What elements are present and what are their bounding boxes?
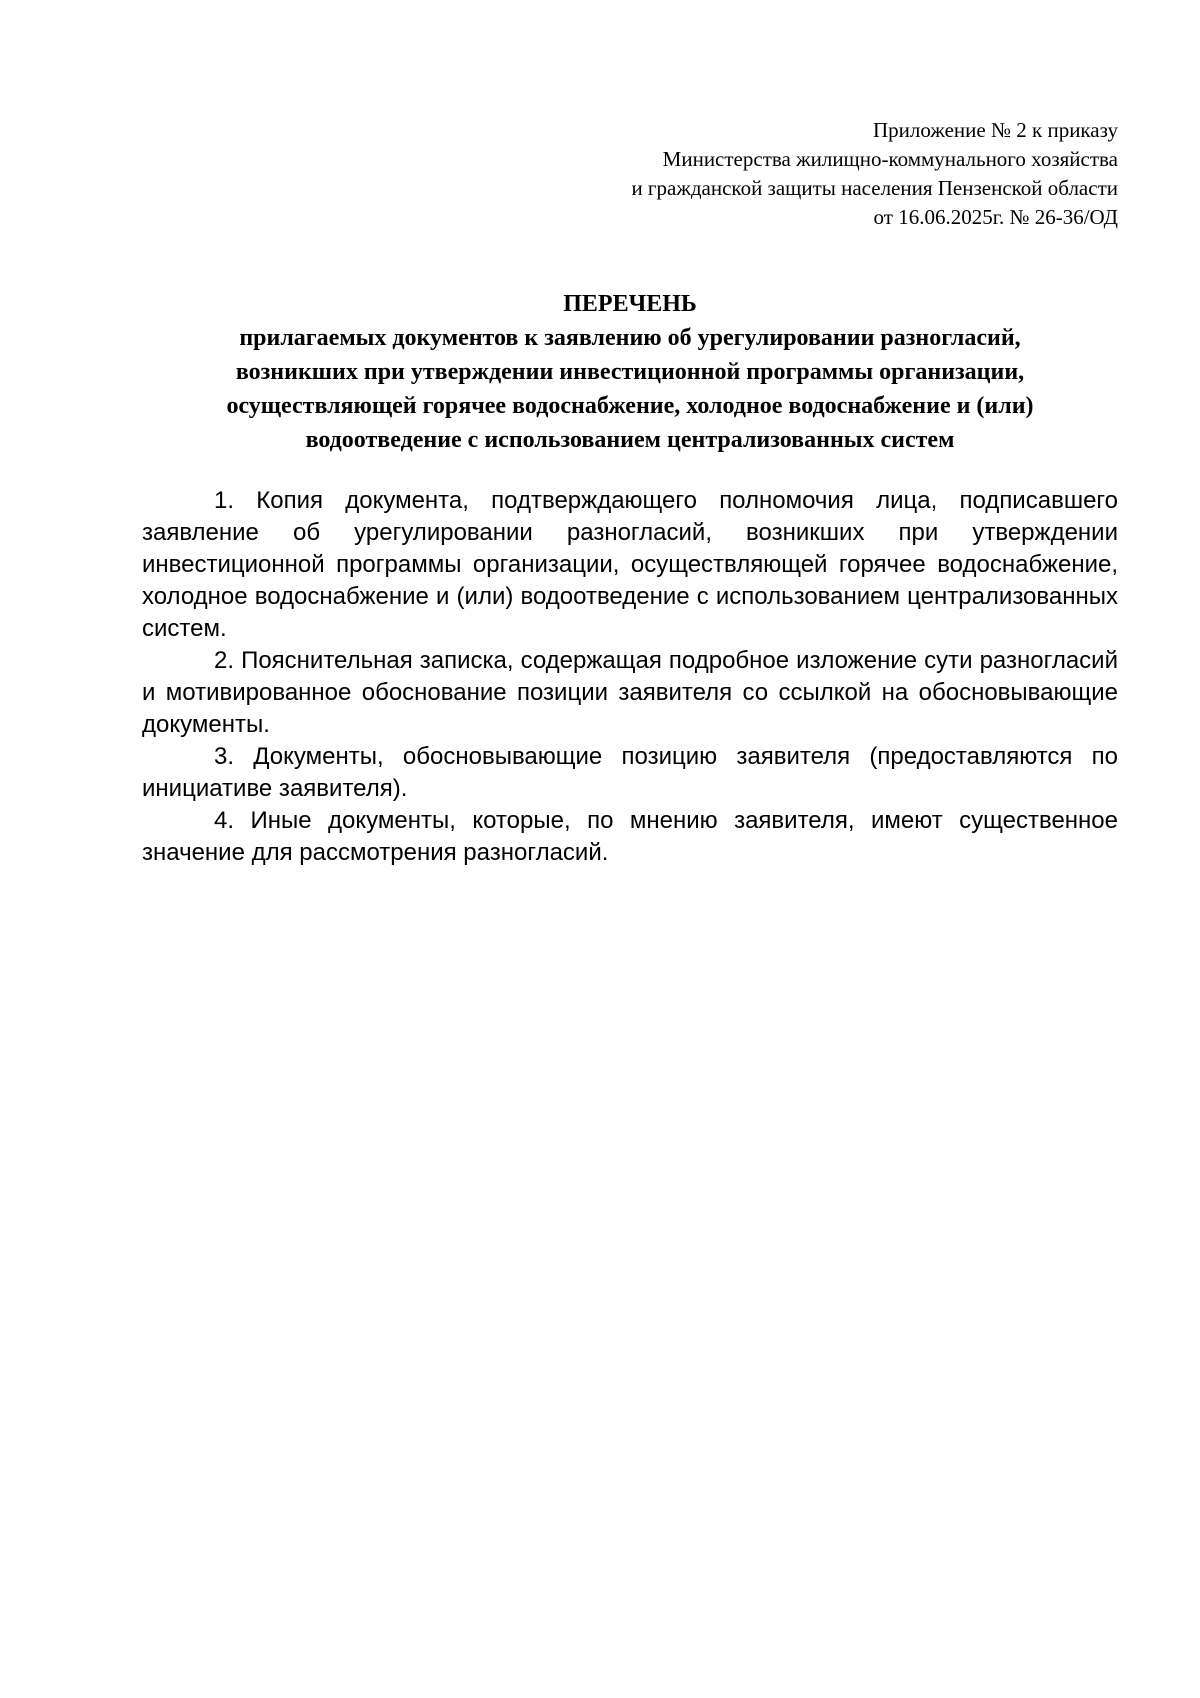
document-page — [142, 0, 1118, 869]
title-heading: ПЕРЕЧЕНЬ — [563, 291, 697, 317]
title-line: прилагаемых документов к заявлению об урегулировании разногласий, — [239, 325, 1021, 351]
list-item: 1. Копия документа, подтверждающего полномочия лица, подписавшего заявление об урегулировании разногласий, возникших при утверждении инвестиционной программы организации, осуществляющей горячее водоснабжение, холодное водоснабжение и (или) водоотведение с использованием централизованных систем. — [142, 487, 1118, 642]
document-title — [142, 287, 1118, 457]
title-line: возникших при утверждении инвестиционной программы организации, — [235, 359, 1025, 385]
appendix-header — [142, 116, 1118, 232]
appendix-header-line: Приложение № 2 к приказу — [873, 118, 1118, 142]
list-item: 2. Пояснительная записка, содержащая подробное изложение сути разногласий и мотивированное обоснование позиции заявителя со ссылкой на обосновывающие документы. — [142, 647, 1118, 738]
title-line: осуществляющей горячее водоснабжение, холодное водоснабжение и (или) — [226, 393, 1034, 419]
list-item: 4. Иные документы, которые, по мнению заявителя, имеют существенное значение для рассмотрения разногласий. — [142, 807, 1118, 866]
appendix-header-line: от 16.06.2025г. № 26-36/ОД — [873, 205, 1118, 229]
appendix-header-line: и гражданской защиты населения Пензенской области — [631, 176, 1118, 200]
appendix-header-line: Министерства жилищно-коммунального хозяйства — [662, 147, 1118, 171]
list-item: 3. Документы, обосновывающие позицию заявителя (предоставляются по инициативе заявителя). — [142, 743, 1118, 802]
title-line: водоотведение с использованием централизованных систем — [305, 427, 955, 453]
document-list — [142, 485, 1118, 869]
